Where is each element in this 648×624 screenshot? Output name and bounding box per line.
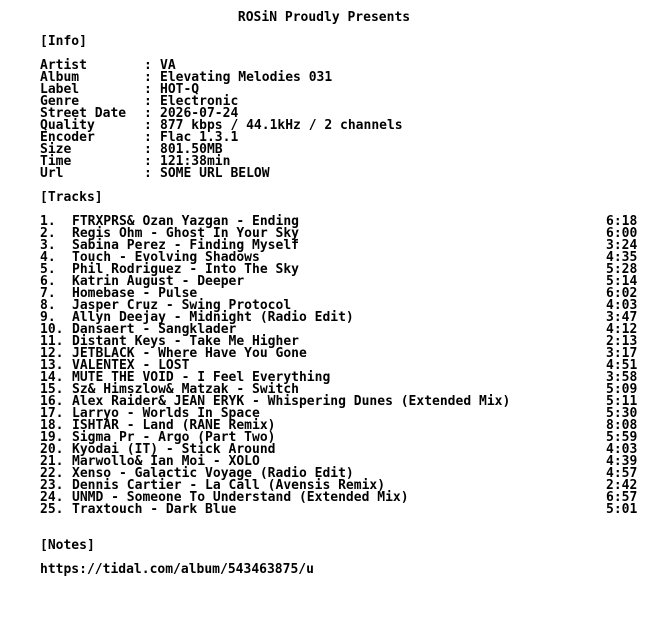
track-title: Dansaert - Sangklader bbox=[72, 322, 237, 337]
info-key: Genre bbox=[40, 94, 80, 109]
track-number: 5. bbox=[40, 262, 56, 277]
track-title: Sabina Perez - Finding Myself bbox=[72, 238, 299, 253]
info-key: Size bbox=[40, 142, 72, 157]
info-value: SOME URL BELOW bbox=[160, 166, 270, 181]
track-number: 13. bbox=[40, 358, 64, 373]
info-key: Time bbox=[40, 154, 72, 169]
info-separator: : bbox=[144, 58, 152, 73]
track-duration: 3:58 bbox=[606, 370, 638, 385]
track-number: 11. bbox=[40, 334, 64, 349]
track-title: UNMD - Someone To Understand (Extended Mix) bbox=[72, 490, 409, 505]
info-separator: : bbox=[144, 166, 152, 181]
info-separator: : bbox=[144, 130, 152, 145]
notes-section-title: [Notes] bbox=[40, 538, 95, 553]
track-title: Allyn Deejay - Midnight (Radio Edit) bbox=[72, 310, 354, 325]
info-separator: : bbox=[144, 154, 152, 169]
track-number: 18. bbox=[40, 418, 64, 433]
track-title: Kyodai (IT) - Stick Around bbox=[72, 442, 276, 457]
track-title: ISHTAR - Land (RANE Remix) bbox=[72, 418, 276, 433]
track-duration: 6:00 bbox=[606, 226, 638, 241]
info-value: VA bbox=[160, 58, 176, 73]
info-value: 2026-07-24 bbox=[160, 106, 239, 121]
track-title: Dennis Cartier - La Call (Avensis Remix) bbox=[72, 478, 386, 493]
track-title: Traxtouch - Dark Blue bbox=[72, 502, 237, 517]
track-duration: 2:42 bbox=[606, 478, 638, 493]
track-title: Xenso - Galactic Voyage (Radio Edit) bbox=[72, 466, 354, 481]
info-value: Flac 1.3.1 bbox=[160, 130, 239, 145]
track-number: 6. bbox=[40, 274, 56, 289]
info-separator: : bbox=[144, 142, 152, 157]
info-value: Elevating Melodies 031 bbox=[160, 70, 333, 85]
info-key: Album bbox=[40, 70, 80, 85]
track-duration: 4:39 bbox=[606, 454, 638, 469]
info-key: Quality bbox=[40, 118, 95, 133]
track-title: Marwollo& Ian Moi - XOLO bbox=[72, 454, 260, 469]
info-separator: : bbox=[144, 94, 152, 109]
track-title: Distant Keys - Take Me Higher bbox=[72, 334, 299, 349]
track-title: Katrin August - Deeper bbox=[72, 274, 245, 289]
track-number: 20. bbox=[40, 442, 64, 457]
track-duration: 6:02 bbox=[606, 286, 638, 301]
track-number: 4. bbox=[40, 250, 56, 265]
info-key: Label bbox=[40, 82, 80, 97]
track-duration: 4:57 bbox=[606, 466, 638, 481]
track-duration: 3:17 bbox=[606, 346, 638, 361]
info-key: Url bbox=[40, 166, 64, 181]
track-title: Larryo - Worlds In Space bbox=[72, 406, 260, 421]
track-number: 3. bbox=[40, 238, 56, 253]
track-number: 25. bbox=[40, 502, 64, 517]
notes-url: https://tidal.com/album/543463875/u bbox=[40, 562, 314, 577]
track-duration: 6:18 bbox=[606, 214, 638, 229]
track-number: 23. bbox=[40, 478, 64, 493]
info-value: Electronic bbox=[160, 94, 239, 109]
track-duration: 4:12 bbox=[606, 322, 638, 337]
track-number: 9. bbox=[40, 310, 56, 325]
track-duration: 5:11 bbox=[606, 394, 638, 409]
track-duration: 5:59 bbox=[606, 430, 638, 445]
track-title: VALENTEX - LOST bbox=[72, 358, 190, 373]
track-title: JETBLACK - Where Have You Gone bbox=[72, 346, 307, 361]
track-number: 21. bbox=[40, 454, 64, 469]
track-number: 24. bbox=[40, 490, 64, 505]
track-duration: 4:03 bbox=[606, 298, 638, 313]
track-duration: 6:57 bbox=[606, 490, 638, 505]
track-number: 15. bbox=[40, 382, 64, 397]
track-duration: 5:14 bbox=[606, 274, 638, 289]
track-duration: 5:28 bbox=[606, 262, 638, 277]
track-title: Alex Raider& JEAN ERYK - Whispering Dunes (Extended Mix) bbox=[72, 394, 511, 409]
track-number: 8. bbox=[40, 298, 56, 313]
info-separator: : bbox=[144, 70, 152, 85]
track-title: Sigma Pr - Argo (Part Two) bbox=[72, 430, 276, 445]
info-key: Street Date bbox=[40, 106, 127, 121]
track-number: 19. bbox=[40, 430, 64, 445]
track-duration: 3:47 bbox=[606, 310, 638, 325]
release-header: ROSiN Proudly Presents bbox=[237, 10, 411, 25]
track-title: Phil Rodriguez - Into The Sky bbox=[72, 262, 299, 277]
track-duration: 4:35 bbox=[606, 250, 638, 265]
info-key: Artist bbox=[40, 58, 87, 73]
track-number: 10. bbox=[40, 322, 64, 337]
tracks-section-title: [Tracks] bbox=[40, 190, 103, 205]
track-duration: 4:51 bbox=[606, 358, 638, 373]
track-number: 16. bbox=[40, 394, 64, 409]
track-title: FTRXPRS& Ozan Yazgan - Ending bbox=[72, 214, 299, 229]
info-separator: : bbox=[144, 82, 152, 97]
track-title: MUTE THE VOID - I Feel Everything bbox=[72, 370, 331, 385]
info-value: 121:38min bbox=[160, 154, 231, 169]
info-section-title: [Info] bbox=[40, 34, 87, 49]
info-key: Encoder bbox=[40, 130, 95, 145]
track-number: 22. bbox=[40, 466, 64, 481]
track-number: 7. bbox=[40, 286, 56, 301]
track-number: 17. bbox=[40, 406, 64, 421]
info-separator: : bbox=[144, 118, 152, 133]
track-number: 2. bbox=[40, 226, 56, 241]
track-title: Jasper Cruz - Swing Protocol bbox=[72, 298, 292, 313]
track-title: Sz& Himszlow& Matzak - Switch bbox=[72, 382, 299, 397]
info-separator: : bbox=[144, 106, 152, 121]
info-value: 877 kbps / 44.1kHz / 2 channels bbox=[160, 118, 403, 133]
track-duration: 3:24 bbox=[606, 238, 638, 253]
track-duration: 8:08 bbox=[606, 418, 638, 433]
track-number: 1. bbox=[40, 214, 56, 229]
track-duration: 5:09 bbox=[606, 382, 638, 397]
track-duration: 2:13 bbox=[606, 334, 638, 349]
info-value: 801.50MB bbox=[160, 142, 223, 157]
track-number: 12. bbox=[40, 346, 64, 361]
track-duration: 4:03 bbox=[606, 442, 638, 457]
track-number: 14. bbox=[40, 370, 64, 385]
track-title: Touch - Evolving Shadows bbox=[72, 250, 260, 265]
track-title: Homebase - Pulse bbox=[72, 286, 198, 301]
info-value: HOT-Q bbox=[160, 82, 200, 97]
track-title: Regis Ohm - Ghost In Your Sky bbox=[72, 226, 299, 241]
track-duration: 5:30 bbox=[606, 406, 638, 421]
track-duration: 5:01 bbox=[606, 502, 638, 517]
